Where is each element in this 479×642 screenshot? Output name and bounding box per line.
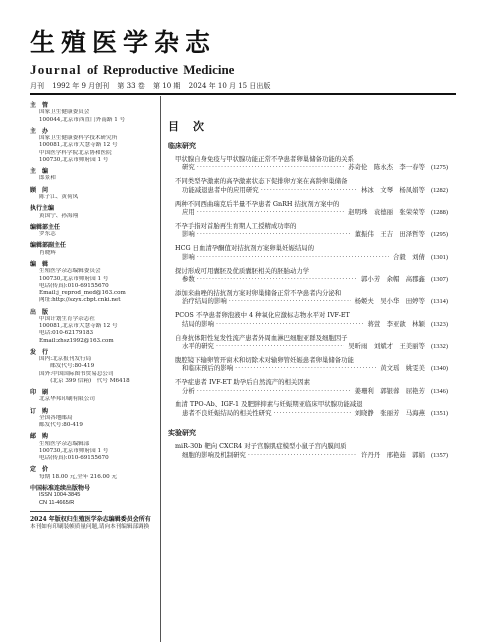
toc-entry[interactable] bbox=[168, 244, 448, 262]
info-value: 网址:http://szyx.cbpt.cnki.net bbox=[39, 297, 121, 304]
info-label: 订 购 bbox=[30, 407, 49, 415]
toc-entry[interactable] bbox=[168, 334, 448, 352]
info-block bbox=[30, 187, 155, 202]
info-block bbox=[30, 242, 155, 257]
leader-dots bbox=[197, 253, 389, 261]
leader-dots bbox=[216, 342, 344, 350]
info-value: 每期 18.00 元,全年 216.00 元 bbox=[39, 473, 118, 480]
masthead-rule bbox=[30, 93, 456, 95]
info-label: 出 版 bbox=[30, 308, 49, 316]
article-title-line1: 两种不同西曲瑞克后半量不孕患者 GnRH 拮抗剂方案中的 bbox=[175, 199, 340, 208]
info-label: 主 编 bbox=[30, 168, 49, 176]
info-value: 国外:中国国际图书贸易总公司 bbox=[39, 370, 114, 377]
info-block bbox=[30, 224, 155, 239]
toc-entry[interactable] bbox=[168, 267, 448, 285]
article-authors: 黄文瑶 姚雯美 bbox=[380, 364, 425, 373]
info-label: 邮 购 bbox=[30, 433, 49, 441]
article-title-line1: miR-30b 靶向 CXCR4 对子宫腺肌症模型小鼠子宫内膜间质 bbox=[175, 442, 347, 451]
article-title-continuation: 应用 bbox=[182, 208, 195, 217]
article-page-number: (1314) bbox=[430, 298, 448, 306]
info-label: 主 办 bbox=[30, 127, 49, 135]
toc-entry[interactable] bbox=[168, 311, 448, 329]
info-value: 罗东志 bbox=[39, 231, 56, 238]
info-value: 陈子江、黄荷凤 bbox=[39, 194, 79, 201]
issue-volume: 第 33 卷 bbox=[117, 82, 145, 90]
article-authors: 郭小芳 余帽 高郡鑫 bbox=[361, 274, 425, 283]
info-block bbox=[30, 466, 155, 481]
leader-dots bbox=[248, 451, 357, 459]
article-title-line1: 血清 TPO-Ab、IGF-1 及肥胖抑素与妊娠期亚临床甲状腺功能减退 bbox=[175, 400, 363, 409]
article-page-number: (1357) bbox=[430, 451, 448, 459]
article-title-line2 bbox=[168, 364, 448, 373]
info-value: CN 11-4665/R bbox=[39, 499, 75, 506]
column-divider bbox=[160, 96, 161, 642]
article-title-line2 bbox=[168, 208, 448, 217]
info-block bbox=[30, 102, 155, 124]
quality-notice: 本刊如有印刷装帧质量问题,请向本刊编辑部调换 bbox=[30, 523, 150, 530]
info-label: 编辑部主任 bbox=[30, 223, 61, 231]
info-value: 100044,北京市西直门外南路 1 号 bbox=[39, 116, 126, 123]
journal-title-cn: 生殖医学杂志 bbox=[30, 28, 217, 57]
issue-number: 第 10 期 bbox=[153, 82, 181, 90]
article-authors: 许丹丹 邢艳茹 郭娟 bbox=[361, 450, 425, 459]
info-value: 国家卫生健康委科学技术研究所 bbox=[39, 135, 118, 142]
issue-founded: 1992 年 9 月创刊 bbox=[52, 82, 110, 90]
info-value: 电话(传真):010-69155670 bbox=[39, 455, 109, 462]
article-authors: 姜珊利 郭银蓉 屈艳芳 bbox=[354, 386, 425, 395]
article-title-continuation: 结局的影响 bbox=[182, 319, 214, 328]
article-title-continuation: 分析 bbox=[182, 386, 195, 395]
info-value: 肖晓辉 bbox=[39, 249, 56, 256]
issue-date: 2024 年 10 月 15 日出版 bbox=[188, 82, 271, 90]
leader-dots bbox=[197, 387, 351, 395]
article-title-line2 bbox=[168, 297, 448, 306]
article-title-line1: 添加来曲唑的拮抗剂方案对卵巢储备正常不孕患者内分泌和 bbox=[175, 288, 342, 297]
info-label: 编 辑 bbox=[30, 261, 49, 269]
info-label: 定 价 bbox=[30, 466, 49, 474]
article-title-continuation: 细胞的影响及机制研究 bbox=[182, 450, 246, 459]
article-title-continuation: 功能减退患者中的应用研究 bbox=[182, 185, 259, 194]
journal-title-en-first-word: Journal bbox=[30, 62, 82, 77]
info-value: 郎景和 bbox=[39, 175, 56, 182]
info-value: 邮发代号:80-419 bbox=[39, 363, 95, 370]
toc-entry[interactable] bbox=[168, 222, 448, 240]
article-title-line2 bbox=[168, 409, 448, 418]
toc-entry[interactable] bbox=[168, 289, 448, 307]
article-title-line2 bbox=[168, 275, 448, 284]
article-page-number: (1301) bbox=[430, 253, 448, 261]
info-value: 国内:北京报刊发行局 bbox=[39, 356, 92, 363]
info-block bbox=[30, 485, 155, 507]
article-title-continuation: 治疗结局的影响 bbox=[182, 297, 227, 306]
article-authors: 赵明珠 袁德丽 张荣荣等 bbox=[348, 208, 425, 217]
info-value: 全国各地邮局 bbox=[39, 414, 73, 421]
article-title-continuation: 参数 bbox=[182, 274, 195, 283]
article-authors: 苏奇伦 陈永杰 李一春等 bbox=[348, 163, 425, 172]
article-title-continuation: 影响 bbox=[182, 252, 195, 261]
leader-dots bbox=[229, 297, 351, 305]
toc-entry[interactable] bbox=[168, 442, 448, 460]
article-title-line1: 甲状腺自身免疫与甲状腺功能正常不孕患者卵巢储备功能的关系 bbox=[175, 155, 354, 163]
article-title-line2 bbox=[168, 451, 448, 460]
info-value: Email:j_reprod_med@163.com bbox=[39, 290, 126, 297]
info-block bbox=[30, 389, 155, 404]
article-authors: 合毅 刘倩 bbox=[393, 252, 425, 261]
article-authors: 杨姬夫 吴小华 田婷等 bbox=[354, 297, 425, 306]
article-title-line1: 自身抗体阳性复发性流产患者外周血淋巴细胞亚群及细胞因子 bbox=[175, 333, 348, 342]
leader-dots bbox=[216, 320, 363, 328]
toc-heading: 目次 bbox=[168, 120, 218, 133]
info-value: 生殖医学杂志编辑委员会 bbox=[39, 268, 101, 275]
info-block bbox=[30, 261, 155, 304]
article-title-line1: PCOS 不孕患者卵泡液中 4 种氧化应激标志物水平对 IVF-ET bbox=[175, 311, 350, 320]
article-title-line1: 探讨形成可用囊胚及优质囊胚相关的胚胎动力学 bbox=[175, 266, 310, 275]
info-label: 中国标准连续出版物号 bbox=[30, 484, 91, 492]
article-page-number: (1346) bbox=[430, 387, 448, 395]
article-authors: 董振伟 王吉 田泽哲等 bbox=[354, 230, 425, 239]
info-block bbox=[30, 349, 155, 385]
toc-entry[interactable] bbox=[168, 200, 448, 218]
info-value: 100081,北京市大慧寺路 12 号 bbox=[39, 142, 118, 149]
info-label: 执行主编 bbox=[30, 205, 55, 213]
journal-title-en bbox=[30, 62, 460, 78]
article-title-continuation: 和临床预后的影响 bbox=[182, 364, 234, 373]
article-title-line1: HCG 日血清孕酮值对拮抗剂方案卵巢妊娠结局的 bbox=[175, 244, 315, 253]
article-title-continuation: 影响 bbox=[182, 230, 195, 239]
article-page-number: (1288) bbox=[430, 209, 448, 217]
article-title-line2 bbox=[168, 320, 448, 329]
article-authors: 吴昕雨 刘斌才 王美丽等 bbox=[348, 341, 425, 350]
issue-info bbox=[30, 81, 460, 91]
article-page-number: (1323) bbox=[430, 320, 448, 328]
toc-entry[interactable] bbox=[168, 378, 448, 396]
article-title-line1: 不孕手指对首胎再生育期人工授精成功率的 bbox=[175, 221, 297, 230]
info-block bbox=[30, 309, 155, 345]
info-value: 中国医学科学院北京协和医院 bbox=[39, 149, 112, 156]
toc-entry[interactable] bbox=[168, 356, 448, 374]
info-value: 电话:010-62179183 bbox=[39, 330, 94, 337]
leader-dots bbox=[197, 163, 344, 171]
article-page-number: (1275) bbox=[430, 164, 448, 172]
article-title-line2 bbox=[168, 230, 448, 239]
info-label: 主 管 bbox=[30, 102, 49, 109]
info-value: ISSN 1004-3845 bbox=[39, 492, 81, 499]
info-value: 中国计划生育学杂志社 bbox=[39, 315, 95, 322]
article-title-line2 bbox=[168, 253, 448, 262]
toc-section-title: 临床研究 bbox=[168, 141, 196, 150]
info-block bbox=[30, 168, 155, 183]
leader-dots bbox=[273, 409, 350, 417]
article-authors: 林冰 文琴 杨凤娟等 bbox=[361, 185, 425, 194]
article-title-continuation: 研究 bbox=[182, 163, 195, 172]
info-label: 编辑部副主任 bbox=[30, 242, 67, 250]
info-block bbox=[30, 205, 155, 220]
article-page-number: (1351) bbox=[430, 409, 448, 417]
info-value: 100730,北京市帅府园 1 号 bbox=[39, 275, 109, 282]
leader-dots bbox=[197, 208, 344, 216]
masthead bbox=[30, 28, 460, 91]
info-block bbox=[30, 128, 155, 164]
leader-dots bbox=[197, 275, 357, 283]
info-value: Email:zhsz1992@163.com bbox=[39, 337, 114, 344]
info-value: 邮发代号:80-419 bbox=[39, 422, 83, 429]
article-page-number: (1307) bbox=[430, 275, 448, 283]
info-value: 生殖医学杂志编辑部 bbox=[39, 440, 90, 447]
copyright-notice: 2024 年版权归生殖医学杂志编辑委员会所有 bbox=[30, 515, 151, 523]
info-block bbox=[30, 408, 155, 430]
info-value: (北京 399 信箱) 代号 M6418 bbox=[39, 377, 130, 384]
leader-dots bbox=[235, 364, 376, 372]
info-block bbox=[30, 433, 155, 462]
article-title-line1: 腹腔镜下输卵管开窗术和切除术对输卵管妊娠患者卵巢储备功能 bbox=[175, 355, 354, 364]
toc-entry[interactable] bbox=[168, 155, 448, 173]
toc-entry[interactable] bbox=[168, 400, 448, 418]
article-title-line2 bbox=[168, 163, 448, 172]
article-page-number: (1340) bbox=[430, 365, 448, 373]
issue-frequency: 月刊 bbox=[30, 82, 44, 90]
article-title-continuation: 水平的研究 bbox=[182, 341, 214, 350]
article-page-number: (1295) bbox=[430, 231, 448, 239]
journal-title-en-rest: of Reproductive Medicine bbox=[87, 62, 235, 77]
article-authors: 蒋萱 李亚歆 林颖 bbox=[367, 319, 425, 328]
info-label: 顾 问 bbox=[30, 186, 49, 194]
info-value: 北京华邦印刷有限公司 bbox=[39, 396, 95, 403]
info-value: 100730,北京市帅府园 1 号 bbox=[39, 156, 109, 163]
info-value: 国家卫生健康委员会 bbox=[39, 109, 90, 116]
leader-dots bbox=[261, 186, 357, 194]
toc-section-title: 实验研究 bbox=[168, 428, 196, 438]
article-page-number: (1332) bbox=[430, 342, 448, 350]
info-label: 发 行 bbox=[30, 348, 49, 356]
article-title-line2 bbox=[168, 342, 448, 351]
publication-info-sidebar bbox=[30, 102, 155, 531]
article-title-line2 bbox=[168, 186, 448, 195]
sidebar-divider bbox=[30, 511, 102, 512]
info-value: 100730,北京市帅府园 1 号 bbox=[39, 447, 109, 454]
article-title-line2 bbox=[168, 387, 448, 396]
leader-dots bbox=[197, 230, 351, 238]
table-of-contents bbox=[168, 120, 448, 465]
article-authors: 刘晓静 张丽芳 马海燕 bbox=[354, 408, 425, 417]
toc-entry[interactable] bbox=[168, 177, 448, 195]
article-title-line1: 不同类型孕激素的高孕激素状态下促排卵方案在高龄卵巢储备 bbox=[175, 177, 348, 186]
article-title-line1: 不孕症患者 IVF-ET 助孕后自然流产的相关因素 bbox=[175, 378, 311, 387]
info-value: 黄国宁、孙海翔 bbox=[39, 212, 79, 219]
info-label: 印 刷 bbox=[30, 388, 49, 396]
info-value: 100081,北京市大慧寺路 12 号 bbox=[39, 323, 118, 330]
article-page-number: (1282) bbox=[430, 186, 448, 194]
info-value: 电话(传真):010-69155670 bbox=[39, 282, 109, 289]
article-title-continuation: 患者不良妊娠结局的相关性研究 bbox=[182, 408, 272, 417]
